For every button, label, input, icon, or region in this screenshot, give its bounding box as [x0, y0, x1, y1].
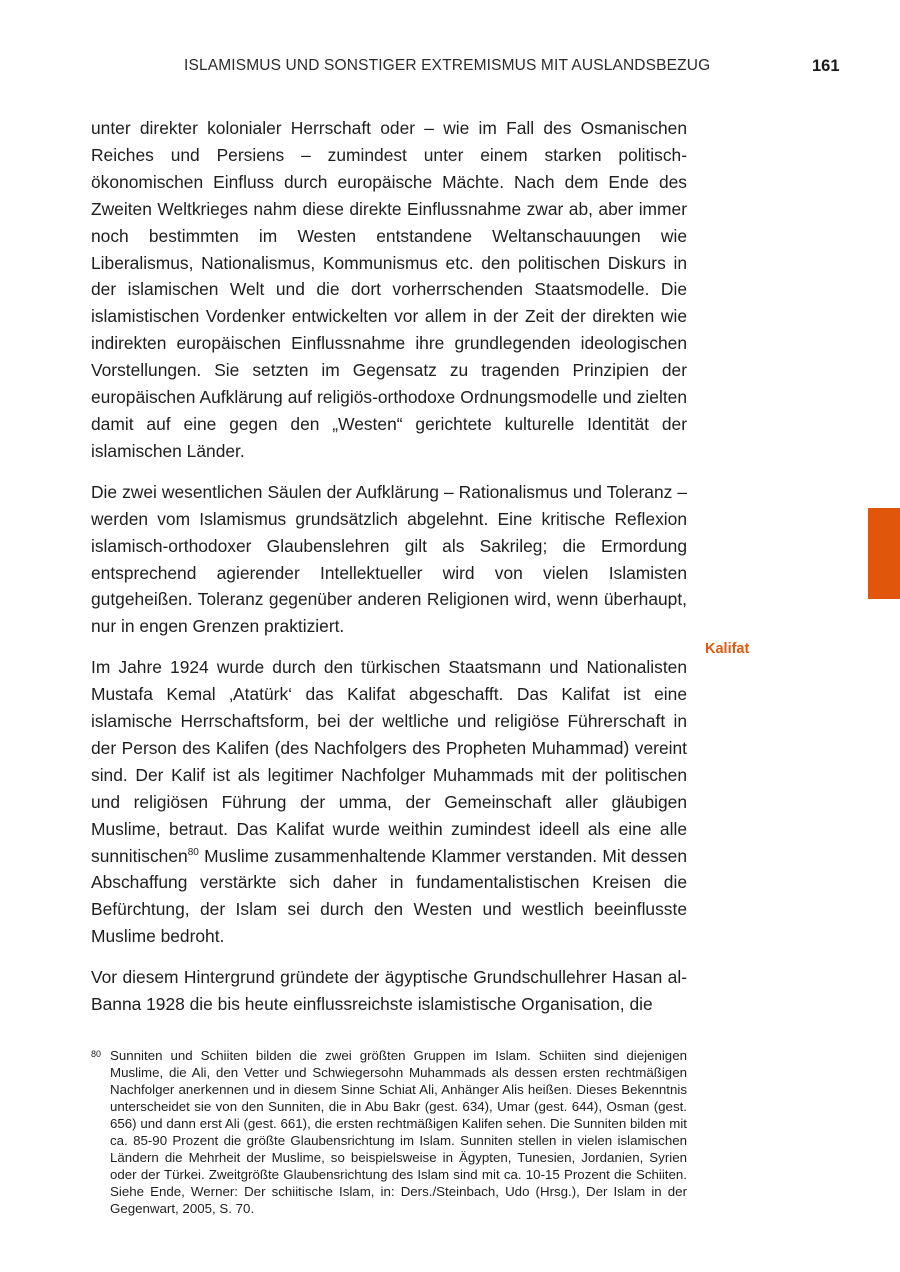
footnote-80 [91, 1047, 687, 1217]
page-number: 161 [812, 57, 840, 75]
footnote-number: 80 [91, 1049, 102, 1059]
main-body-text [91, 115, 687, 1032]
running-header-title: ISLAMISMUS UND SONSTIGER EXTREMISMUS MIT AUSLANDSBEZUG [184, 57, 711, 74]
body-paragraph-2: Die zwei wesentlichen Säulen der Aufklärung – Rationalismus und Toleranz – werden vom Islamismus grundsätzlich abgelehnt. Eine kritische Reflexion islamisch-orthodoxer Glaubenslehren gilt als Sakrileg; die Ermordung entsprechend agierender Intellektueller wird von vielen Islamisten gutgeheißen. Toleranz gegenüber anderen Religionen wird, wenn überhaupt, nur in engen Grenzen praktiziert. [91, 481, 687, 637]
body-paragraph-1: unter direkter kolonialer Herrschaft oder – wie im Fall des Osmanischen Reiches und Persiens – zumindest unter einem starken politisch-ökonomischen Einfluss durch europäische Mächte. Nach dem Ende des Zweiten Weltkrieges nahm diese direkte Einflussnahme zwar ab, aber immer noch bestimmten im Westen entstandene Weltanschauungen wie Liberalismus, Nationalismus, Kommunismus etc. den politischen Diskurs in der islamischen Welt und die dort vorherrschenden Staatsmodelle. Die islamistischen Vordenker entwickelten vor allem in der Zeit der direkten wie indirekten europäischen Einflussnahme ihre grundlegenden ideologischen Vorstellungen. Sie setzten im Gegensatz zu tragenden Prinzipien der europäischen Aufklärung auf religiös-orthodoxe Ordnungsmodelle und zielten damit auf eine gegen den „Westen“ gerichtete kulturelle Identität der islamischen Länder. [91, 118, 687, 461]
body-paragraph-3 [91, 654, 687, 950]
margin-note-kalifat: Kalifat [705, 641, 750, 657]
body-paragraph-3-text-b: Muslime zusammenhaltende Klammer verstanden. Mit dessen Abschaffung verstärkte sich daher in fundamentalistischen Kreisen die Befürchtung, der Islam sei durch den Westen und westlich beeinflusste Muslime bedroht. [91, 845, 687, 947]
body-paragraph-3-text-a: Im Jahre 1924 wurde durch den türkischen Staatsmann und Nationalisten Mustafa Kemal ‚Atatürk‘ das Kalifat abgeschafft. Das Kalifat ist eine islamische Herrschaftsform, bei der weltliche und religiöse Führerschaft in der Person des Kalifen (des Nachfolgers des Propheten Muhammad) vereint sind. Der Kalif ist als legitimer Nachfolger Muhammads mit der politischen und religiösen Führung der umma, der Gemeinschaft aller gläubigen Muslime, betraut. Das Kalifat wurde weithin zumindest ideell als eine alle sunnitischen [91, 657, 687, 866]
body-paragraph-4: Vor diesem Hintergrund gründete der ägyptische Grundschullehrer Hasan al-Banna 1928 die bis heute einflussreichste islamistische Organisation, die [91, 967, 687, 1015]
footnote-reference-80[interactable]: 80 [187, 846, 199, 858]
footnote-text: Sunniten und Schiiten bilden die zwei größten Gruppen im Islam. Schiiten sind diejenigen Muslime, die Ali, den Vetter und Schwiegersohn Muhammads als dessen ersten rechtmäßigen Nachfolger anerkennen und in diesem Sinne Schiat Ali, Anhänger Alis heißen. Dieses Bekenntnis unterscheidet sie von den Sunniten, die in Abu Bakr (gest. 634), Umar (gest. 644), Osman (gest. 656) und dann erst Ali (gest. 661), die ersten rechtmäßigen Kalifen sehen. Die Sunniten bilden mit ca. 85-90 Prozent die größte Glaubensrichtung im Islam. Sunniten stellen in vielen islamischen Ländern die Mehrheit der Muslime, so beispielsweise in Ägypten, Tunesien, Jordanien, Syrien oder der Türkei. Zweitgrößte Glaubensrichtung des Islam sind mit ca. 10-15 Prozent die Schiiten. Siehe Ende, Werner: Der schiitische Islam, in: Ders./Steinbach, Udo (Hrsg.), Der Islam in der Gegenwart, 2005, S. 70. [110, 1048, 687, 1216]
chapter-thumb-tab [868, 508, 900, 599]
